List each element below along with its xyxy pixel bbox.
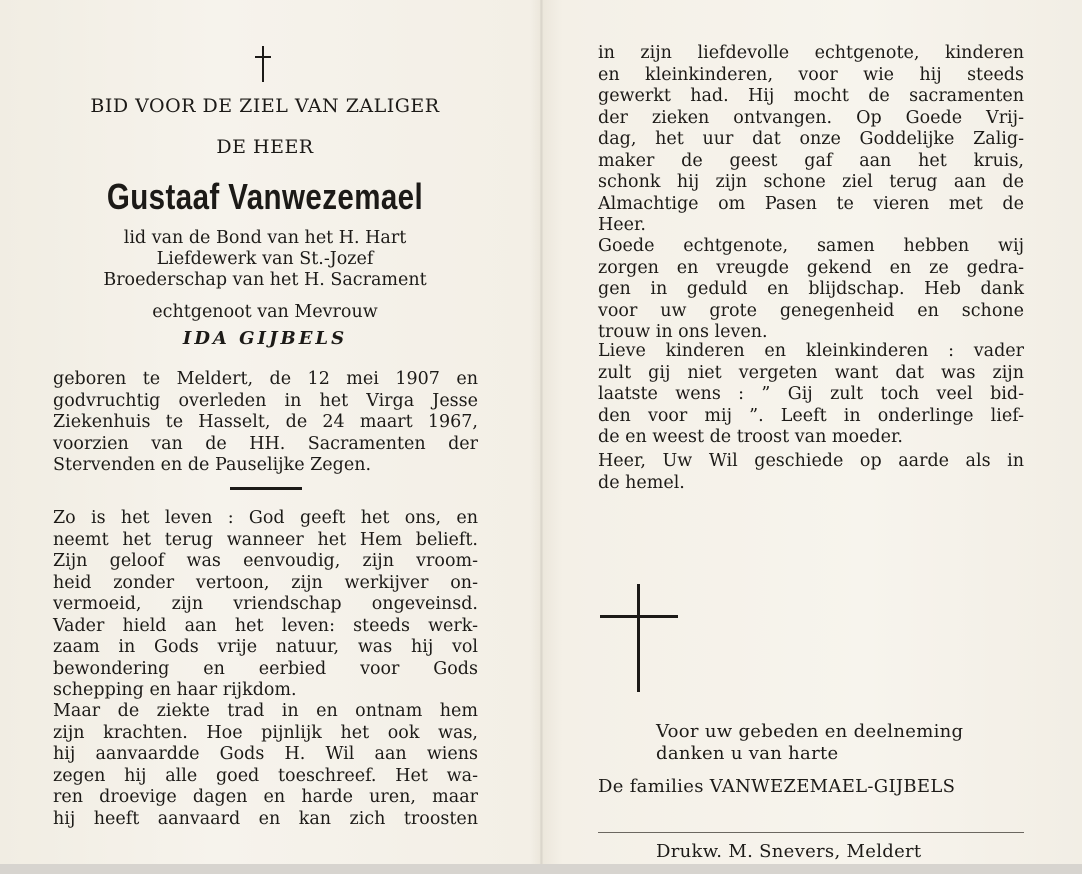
text-line: dag, het uur dat onze Goddelijke Zalig- bbox=[598, 129, 1024, 149]
printer-credit: Drukw. M. Snevers, Meldert bbox=[656, 841, 922, 862]
spouse-name: IDA GIJBELS bbox=[182, 328, 348, 349]
text-line: in zijn liefdevolle echtgenote, kinderen bbox=[598, 43, 1024, 63]
text-line: schepping en haar rijkdom. bbox=[53, 680, 297, 700]
title-heading: DE HEER bbox=[216, 136, 314, 158]
bio-line: Stervenden en de Pauselijke Zegen. bbox=[53, 455, 372, 475]
membership-list bbox=[50, 228, 480, 291]
text-line: schonk hij zijn schone ziel terug aan de bbox=[598, 172, 1024, 192]
text-line: Heer. bbox=[598, 215, 646, 235]
bio-line: Ziekenhuis te Hasselt, de 24 maart 1967, bbox=[53, 412, 478, 432]
text-line: de hemel. bbox=[598, 472, 685, 493]
text-line: Vader hield aan het leven: steeds werk- bbox=[53, 615, 478, 636]
right-paragraph-2 bbox=[598, 236, 1024, 344]
spouse-intro: echtgenoot van Mevrouw bbox=[152, 302, 378, 322]
text-line: Zo is het leven : God geeft het ons, en bbox=[53, 508, 478, 528]
right-paragraph-3 bbox=[598, 341, 1024, 449]
text-line: en kleinkinderen, voor wie hij steeds bbox=[598, 64, 1024, 85]
text-line: Maar de ziekte trad in en ontnam hem bbox=[53, 701, 478, 721]
membership-line: Broederschap van het H. Sacrament bbox=[103, 270, 427, 290]
text-line: laatste wens : ” Gij zult toch veel bid- bbox=[598, 384, 1024, 404]
text-line: zaam in Gods vrije natuur, was hij vol bbox=[53, 637, 478, 657]
cross-icon bbox=[255, 46, 271, 82]
text-line: voor uw grote genegenheid en schone bbox=[598, 300, 1024, 321]
text-line: zegen hij alle goed toeschreef. Het wa- bbox=[53, 765, 478, 786]
membership-line: lid van de Bond van het H. Hart bbox=[123, 228, 407, 248]
text-line: Goede echtgenote, samen hebben wij bbox=[598, 236, 1024, 256]
prayer-heading: BID VOOR DE ZIEL VAN ZALIGER bbox=[90, 95, 440, 117]
text-line: zult gij niet vergeten want dat was zijn bbox=[598, 362, 1024, 383]
text-line: Lieve kinderen en kleinkinderen : vader bbox=[598, 341, 1024, 361]
text-line: Almachtige om Pasen te vieren met de bbox=[598, 193, 1024, 214]
scan-edge bbox=[0, 864, 1082, 874]
text-line: zorgen en vreugde gekend en ze gedra- bbox=[598, 257, 1024, 278]
thanks-line: Voor uw gebeden en deelneming bbox=[656, 721, 964, 742]
text-line: vermoeid, zijn vriendschap ongeveinsd. bbox=[53, 594, 478, 614]
family-signature: De families VANWEZEMAEL-GIJBELS bbox=[598, 776, 956, 797]
thanks-note bbox=[656, 721, 1036, 765]
text-line: maker de geest gaf aan het kruis, bbox=[598, 150, 1024, 171]
left-paragraph-1 bbox=[53, 508, 478, 702]
text-line: neemt het terug wanneer het Hem belieft. bbox=[53, 529, 478, 550]
section-divider bbox=[230, 487, 302, 490]
text-line: heid zonder vertoon, zijn werkijver on- bbox=[53, 572, 478, 593]
bio-line: godvruchtig overleden in het Virga Jesse bbox=[53, 390, 478, 411]
text-line: trouw in ons leven. bbox=[598, 322, 768, 342]
text-line: Zijn geloof was eenvoudig, zijn vroom- bbox=[53, 551, 478, 571]
bio-line: voorzien van de HH. Sacramenten der bbox=[53, 433, 478, 454]
membership-line: Liefdewerk van St.-Jozef bbox=[156, 249, 374, 269]
text-line: bewondering en eerbied voor Gods bbox=[53, 658, 478, 679]
text-line: hij aanvaardde Gods H. Wil aan wiens bbox=[53, 744, 478, 764]
text-line: Heer, Uw Wil geschiede op aarde als in bbox=[598, 451, 1024, 471]
card-fold bbox=[540, 0, 543, 874]
right-paragraph-4 bbox=[598, 451, 1024, 494]
text-line: der zieken ontvangen. Op Goede Vrij- bbox=[598, 107, 1024, 128]
right-paragraph-1 bbox=[598, 43, 1024, 237]
bio-line: geboren te Meldert, de 12 mei 1907 en bbox=[53, 369, 478, 389]
text-line: ren droevige dagen en harde uren, maar bbox=[53, 787, 478, 807]
deceased-name: Gustaaf Vanwezemael bbox=[106, 176, 424, 217]
left-paragraph-2 bbox=[53, 701, 478, 830]
text-line: de en weest de troost van moeder. bbox=[598, 427, 903, 447]
text-line: den voor mij ”. Leeft in onderlinge lief- bbox=[598, 405, 1024, 426]
text-line: gen in geduld en blijdschap. Heb dank bbox=[598, 279, 1024, 299]
printer-rule bbox=[598, 832, 1024, 833]
cross-icon bbox=[600, 584, 678, 692]
text-line: gewerkt had. Hij mocht de sacramenten bbox=[598, 86, 1024, 106]
biography bbox=[53, 369, 478, 477]
thanks-line: danken u van harte bbox=[656, 743, 839, 764]
text-line: zijn krachten. Hoe pijnlijk het ook was, bbox=[53, 722, 478, 743]
text-line: hij heeft aanvaard en kan zich troosten bbox=[53, 808, 478, 829]
